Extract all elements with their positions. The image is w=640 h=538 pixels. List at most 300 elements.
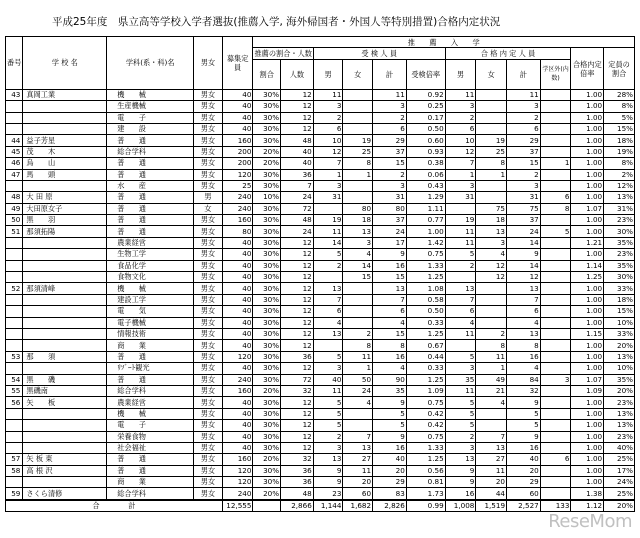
pass-male <box>445 272 476 283</box>
school-name <box>23 294 107 305</box>
watermark-accent: Mom <box>589 511 632 532</box>
app-male: 2 <box>313 112 343 123</box>
count: 36 <box>281 465 314 476</box>
pass-ratio: 1.00 <box>571 169 604 180</box>
cap-ratio: 18% <box>604 135 635 146</box>
pass-total: 6 <box>507 123 541 134</box>
pass-male: 5 <box>445 408 476 419</box>
page-title: 平成25年度 県立高等学校入学者選抜(推薦入学, 海外帰国者・外国人等特別措置)合格内定状況 <box>52 16 501 28</box>
capacity: 40 <box>222 237 253 248</box>
department: 建 設 <box>107 123 194 134</box>
app-female: 15 <box>343 272 373 283</box>
app-total: 4 <box>373 363 407 374</box>
pass-female: 11 <box>476 351 507 362</box>
pass-total: 13 <box>507 328 541 339</box>
app-female: 4 <box>343 249 373 260</box>
row-number <box>6 123 23 134</box>
ratio: 10% <box>253 192 281 203</box>
total-app-total: 2,826 <box>373 500 407 512</box>
pass-ratio: 1.00 <box>571 442 604 453</box>
capacity: 200 <box>222 158 253 169</box>
cap-ratio: 12% <box>604 180 635 191</box>
capacity: 40 <box>222 420 253 431</box>
table-row <box>6 465 635 476</box>
ratio: 30% <box>253 215 281 226</box>
pass-ratio: 1.00 <box>571 397 604 408</box>
app-total: 15 <box>373 272 407 283</box>
row-number: 54 <box>6 374 23 385</box>
department: 情報技術 <box>107 328 194 339</box>
gender: 男女 <box>194 180 223 191</box>
app-ratio: 0.43 <box>406 180 445 191</box>
table-row <box>6 363 635 374</box>
cap-ratio: 30% <box>604 226 635 237</box>
app-total: 8 <box>373 340 407 351</box>
cap-ratio: 35% <box>604 374 635 385</box>
count: 36 <box>281 477 314 488</box>
school-name <box>23 420 107 431</box>
capacity: 40 <box>222 317 253 328</box>
department: 普 通 <box>107 158 194 169</box>
app-male <box>313 340 343 351</box>
pass-ratio: 1.07 <box>571 374 604 385</box>
pass-total: 8 <box>507 340 541 351</box>
district <box>540 431 571 442</box>
app-female <box>343 294 373 305</box>
cap-ratio: 17% <box>604 465 635 476</box>
pass-total: 16 <box>507 442 541 453</box>
total-label: 合 計 <box>6 500 223 512</box>
count: 12 <box>281 340 314 351</box>
school-name: 大田原女子 <box>23 203 107 214</box>
app-ratio: 1.73 <box>406 488 445 500</box>
pass-male: 2 <box>445 431 476 442</box>
row-number: 58 <box>6 465 23 476</box>
pass-total: 5 <box>507 420 541 431</box>
app-female <box>343 192 373 203</box>
school-name <box>23 249 107 260</box>
district <box>540 101 571 112</box>
pass-ratio: 1.00 <box>571 465 604 476</box>
capacity: 40 <box>222 306 253 317</box>
pass-male: 2 <box>445 260 476 271</box>
department: 普 通 <box>107 374 194 385</box>
app-total: 4 <box>373 317 407 328</box>
cap-ratio: 35% <box>604 237 635 248</box>
capacity: 240 <box>222 203 253 214</box>
department: 電 子 <box>107 112 194 123</box>
cap-ratio: 23% <box>604 249 635 260</box>
table-row <box>6 272 635 283</box>
table-row <box>6 477 635 488</box>
app-ratio: 0.17 <box>406 112 445 123</box>
cap-ratio: 24% <box>604 477 635 488</box>
pass-male: 13 <box>445 454 476 465</box>
total-pass-total: 2,527 <box>507 500 541 512</box>
school-name <box>23 101 107 112</box>
district <box>540 328 571 339</box>
capacity: 120 <box>222 465 253 476</box>
pass-male: 5 <box>445 397 476 408</box>
app-female: 19 <box>343 135 373 146</box>
school-name: さくら清修 <box>23 488 107 500</box>
app-female <box>343 317 373 328</box>
pass-female: 20 <box>476 477 507 488</box>
cap-ratio: 30% <box>604 272 635 283</box>
count: 12 <box>281 317 314 328</box>
capacity: 120 <box>222 169 253 180</box>
total-pass-ratio: 1.12 <box>571 500 604 512</box>
header-app-total: 計 <box>373 59 407 89</box>
app-female: 3 <box>343 237 373 248</box>
table-row <box>6 123 635 134</box>
school-name: 烏 山 <box>23 158 107 169</box>
row-number <box>6 237 23 248</box>
app-total: 5 <box>373 408 407 419</box>
gender: 男女 <box>194 260 223 271</box>
app-female: 2 <box>343 328 373 339</box>
header-bango: 番号 <box>6 37 23 90</box>
count: 7 <box>281 180 314 191</box>
pass-total: 15 <box>507 158 541 169</box>
table-row <box>6 306 635 317</box>
pass-ratio: 1.00 <box>571 477 604 488</box>
count: 40 <box>281 146 314 157</box>
school-name <box>23 328 107 339</box>
capacity: 200 <box>222 146 253 157</box>
count: 32 <box>281 454 314 465</box>
app-male: 40 <box>313 374 343 385</box>
district <box>540 465 571 476</box>
pass-male: 11 <box>445 237 476 248</box>
pass-female: 4 <box>476 397 507 408</box>
ratio: 30% <box>253 272 281 283</box>
count: 12 <box>281 306 314 317</box>
app-male: 7 <box>313 294 343 305</box>
pass-total: 75 <box>507 203 541 214</box>
cap-ratio: 8% <box>604 101 635 112</box>
pass-female: 1 <box>476 169 507 180</box>
count: 32 <box>281 385 314 396</box>
ratio: 30% <box>253 203 281 214</box>
count: 12 <box>281 397 314 408</box>
pass-male: 3 <box>445 180 476 191</box>
app-total: 9 <box>373 431 407 442</box>
department: 農業経営 <box>107 397 194 408</box>
ratio: 30% <box>253 340 281 351</box>
department: 普 通 <box>107 454 194 465</box>
capacity: 160 <box>222 135 253 146</box>
district <box>540 283 571 294</box>
app-total: 11 <box>373 89 407 100</box>
cap-ratio: 20% <box>604 340 635 351</box>
department: 普 通 <box>107 215 194 226</box>
capacity: 40 <box>222 249 253 260</box>
count: 72 <box>281 374 314 385</box>
app-total: 17 <box>373 237 407 248</box>
district <box>540 420 571 431</box>
pass-female: 18 <box>476 215 507 226</box>
table-row <box>6 420 635 431</box>
app-total: 16 <box>373 260 407 271</box>
department: 普 通 <box>107 351 194 362</box>
school-name: 矢 板 <box>23 397 107 408</box>
capacity: 40 <box>222 328 253 339</box>
cap-ratio: 23% <box>604 397 635 408</box>
table-row <box>6 180 635 191</box>
row-number <box>6 294 23 305</box>
pass-female <box>476 112 507 123</box>
pass-male: 3 <box>445 101 476 112</box>
capacity: 40 <box>222 123 253 134</box>
count: 12 <box>281 294 314 305</box>
department: 生物工学 <box>107 249 194 260</box>
app-ratio: 1.25 <box>406 272 445 283</box>
pass-female: 49 <box>476 374 507 385</box>
pass-ratio: 1.00 <box>571 431 604 442</box>
district <box>540 317 571 328</box>
app-male: 13 <box>313 328 343 339</box>
pass-male: 11 <box>445 385 476 396</box>
pass-total: 6 <box>507 306 541 317</box>
app-male: 5 <box>313 249 343 260</box>
department: 商 業 <box>107 477 194 488</box>
total-ratio <box>253 500 281 512</box>
table-row <box>6 146 635 157</box>
count: 72 <box>281 203 314 214</box>
pass-male: 11 <box>445 328 476 339</box>
row-number <box>6 431 23 442</box>
app-female: 8 <box>343 340 373 351</box>
app-total: 13 <box>373 283 407 294</box>
app-female: 8 <box>343 158 373 169</box>
app-total: 15 <box>373 158 407 169</box>
gender: 男女 <box>194 123 223 134</box>
ratio: 30% <box>253 283 281 294</box>
gender: 男女 <box>194 158 223 169</box>
pass-ratio: 1.00 <box>571 112 604 123</box>
app-ratio: 1.33 <box>406 442 445 453</box>
app-ratio: 0.50 <box>406 123 445 134</box>
ratio: 30% <box>253 317 281 328</box>
pass-male: 5 <box>445 420 476 431</box>
table-row <box>6 442 635 453</box>
header-count: 人数 <box>281 59 314 89</box>
app-female <box>343 408 373 419</box>
table-row <box>6 249 635 260</box>
district: 6 <box>540 454 571 465</box>
school-name <box>23 431 107 442</box>
pass-female <box>476 123 507 134</box>
cap-ratio: 28% <box>604 89 635 100</box>
header-passed: 合 格 内 定 人 員 <box>445 48 571 59</box>
app-male: 19 <box>313 215 343 226</box>
pass-ratio: 1.00 <box>571 101 604 112</box>
app-male: 2 <box>313 260 343 271</box>
pass-male: 3 <box>445 363 476 374</box>
pass-female: 8 <box>476 158 507 169</box>
app-total: 9 <box>373 397 407 408</box>
pass-ratio: 1.00 <box>571 192 604 203</box>
app-ratio: 0.75 <box>406 397 445 408</box>
school-name <box>23 260 107 271</box>
capacity: 40 <box>222 397 253 408</box>
app-ratio: 0.92 <box>406 89 445 100</box>
app-total: 83 <box>373 488 407 500</box>
school-name: 茂 木 <box>23 146 107 157</box>
app-total: 9 <box>373 249 407 260</box>
department: 総合学科 <box>107 146 194 157</box>
gender: 男女 <box>194 215 223 226</box>
cap-ratio: 18% <box>604 294 635 305</box>
row-number <box>6 272 23 283</box>
pass-male: 12 <box>445 146 476 157</box>
app-female: 25 <box>343 146 373 157</box>
cap-ratio: 19% <box>604 146 635 157</box>
pass-female: 44 <box>476 488 507 500</box>
district <box>540 89 571 100</box>
app-male: 6 <box>313 306 343 317</box>
pass-male: 31 <box>445 192 476 203</box>
school-name: 高 根 沢 <box>23 465 107 476</box>
cap-ratio: 23% <box>604 215 635 226</box>
table-body <box>6 89 635 500</box>
header-app-ratio: 受検倍率 <box>406 59 445 89</box>
cap-ratio: 25% <box>604 454 635 465</box>
app-male: 5 <box>313 420 343 431</box>
ratio: 30% <box>253 442 281 453</box>
capacity: 40 <box>222 260 253 271</box>
gender: 男女 <box>194 488 223 500</box>
table-row <box>6 89 635 100</box>
app-male: 3 <box>313 442 343 453</box>
app-female <box>343 89 373 100</box>
ratio: 30% <box>253 123 281 134</box>
row-number <box>6 328 23 339</box>
capacity: 40 <box>222 363 253 374</box>
app-ratio: 0.33 <box>406 317 445 328</box>
school-name <box>23 180 107 191</box>
header-app-male: 男 <box>313 59 343 89</box>
department: 電子機械 <box>107 317 194 328</box>
department: 総合学科 <box>107 385 194 396</box>
capacity: 240 <box>222 488 253 500</box>
pass-male: 7 <box>445 294 476 305</box>
pass-total: 13 <box>507 283 541 294</box>
pass-female: 3 <box>476 237 507 248</box>
header-dept: 学科(系・科)名 <box>107 37 194 90</box>
app-ratio: 1.11 <box>406 203 445 214</box>
header-app-female: 女 <box>343 59 373 89</box>
school-name <box>23 317 107 328</box>
app-female: 80 <box>343 203 373 214</box>
ratio: 30% <box>253 260 281 271</box>
district <box>540 112 571 123</box>
ratio: 20% <box>253 146 281 157</box>
capacity: 160 <box>222 385 253 396</box>
header-pass-ratio: 合格内定倍率 <box>571 48 604 89</box>
app-female: 7 <box>343 431 373 442</box>
header-suisen: 推 薦 入 学 <box>253 37 635 48</box>
app-ratio: 1.42 <box>406 237 445 248</box>
app-male <box>313 272 343 283</box>
district <box>540 123 571 134</box>
ratio: 30% <box>253 374 281 385</box>
pass-male: 19 <box>445 215 476 226</box>
app-ratio: 1.29 <box>406 192 445 203</box>
row-number <box>6 442 23 453</box>
app-male: 5 <box>313 397 343 408</box>
department: 普 通 <box>107 226 194 237</box>
cap-ratio: 13% <box>604 351 635 362</box>
ratio: 30% <box>253 420 281 431</box>
district <box>540 249 571 260</box>
district: 6 <box>540 192 571 203</box>
row-number: 51 <box>6 226 23 237</box>
school-name: 那 須 <box>23 351 107 362</box>
capacity: 240 <box>222 192 253 203</box>
pass-total: 7 <box>507 294 541 305</box>
app-male: 14 <box>313 237 343 248</box>
app-male: 7 <box>313 158 343 169</box>
app-male: 23 <box>313 488 343 500</box>
gender: 男女 <box>194 420 223 431</box>
capacity: 40 <box>222 101 253 112</box>
app-ratio: 1.08 <box>406 283 445 294</box>
pass-total: 37 <box>507 215 541 226</box>
ratio: 30% <box>253 112 281 123</box>
row-number: 44 <box>6 135 23 146</box>
app-female: 14 <box>343 260 373 271</box>
district <box>540 146 571 157</box>
ratio: 30% <box>253 249 281 260</box>
row-number: 59 <box>6 488 23 500</box>
table-row <box>6 158 635 169</box>
app-female: 18 <box>343 215 373 226</box>
gender: 男女 <box>194 477 223 488</box>
department: 普 通 <box>107 465 194 476</box>
gender: 男 <box>194 192 223 203</box>
pass-ratio: 1.00 <box>571 146 604 157</box>
app-female <box>343 101 373 112</box>
department: 普 通 <box>107 169 194 180</box>
department: 電 気 <box>107 306 194 317</box>
app-male: 2 <box>313 431 343 442</box>
pass-female: 11 <box>476 465 507 476</box>
table-row <box>6 328 635 339</box>
capacity: 40 <box>222 272 253 283</box>
ratio: 30% <box>253 135 281 146</box>
pass-male: 35 <box>445 374 476 385</box>
school-name: 黒 磯 <box>23 374 107 385</box>
ratio: 30% <box>253 237 281 248</box>
app-ratio: 1.25 <box>406 374 445 385</box>
ratio: 30% <box>253 397 281 408</box>
department: 普 通 <box>107 192 194 203</box>
pass-total: 40 <box>507 454 541 465</box>
app-female: 13 <box>343 226 373 237</box>
app-ratio: 0.81 <box>406 477 445 488</box>
pass-total: 31 <box>507 192 541 203</box>
pass-male: 2 <box>445 112 476 123</box>
table-row <box>6 408 635 419</box>
capacity: 40 <box>222 408 253 419</box>
pass-female <box>476 294 507 305</box>
pass-ratio: 1.14 <box>571 260 604 271</box>
table-row <box>6 192 635 203</box>
count: 12 <box>281 283 314 294</box>
capacity: 240 <box>222 374 253 385</box>
